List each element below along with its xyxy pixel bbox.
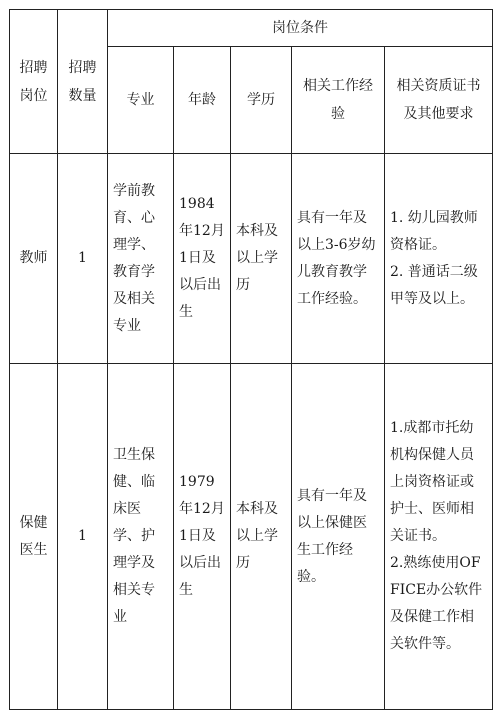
header-position: 招聘岗位 [10,10,58,154]
cell-major: 卫生保健、临床医学、护理学及相关专业 [108,364,174,710]
header-qualifications: 相关资质证书及其他要求 [385,47,493,154]
cell-qualifications: 1.成都市托幼机构保健人员上岗资格证或护士、医师相关证书。 2.熟练使用OFFICE办公软件及保健工作相关软件等。 [385,364,493,710]
cell-age: 1979年12月1日及以后出生 [174,364,231,710]
table-row [10,364,493,710]
table-row [10,154,493,364]
header-row-1 [10,10,493,47]
cell-position: 保健医生 [10,364,58,710]
cell-education: 本科及以上学历 [231,154,292,364]
cell-experience: 具有一年及以上保健医生工作经验。 [292,364,385,710]
cell-count: 1 [58,364,108,710]
cell-age: 1984年12月1日及以后出生 [174,154,231,364]
header-major: 专业 [108,47,174,154]
cell-experience: 具有一年及以上3-6岁幼儿教育教学工作经验。 [292,154,385,364]
header-experience: 相关工作经验 [292,47,385,154]
cell-qualifications: 1. 幼儿园教师资格证。 2. 普通话二级甲等及以上。 [385,154,493,364]
cell-count: 1 [58,154,108,364]
header-age: 年龄 [174,47,231,154]
header-count: 招聘数量 [58,10,108,154]
recruitment-table [9,9,493,710]
cell-major: 学前教育、心理学、教育学及相关专业 [108,154,174,364]
cell-education: 本科及以上学历 [231,364,292,710]
cell-position: 教师 [10,154,58,364]
header-conditions: 岗位条件 [108,10,493,47]
header-education: 学历 [231,47,292,154]
